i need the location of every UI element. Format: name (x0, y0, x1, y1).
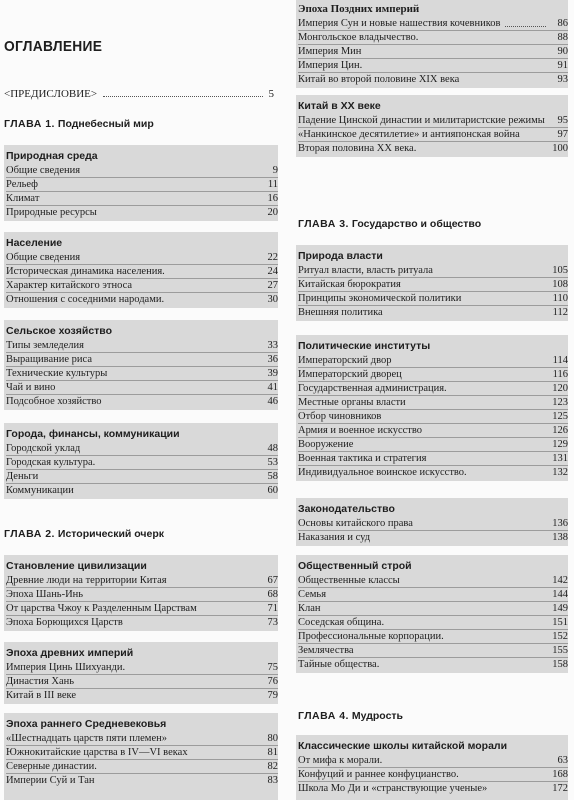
toc-entry[interactable]: Рельеф 11 (6, 179, 278, 190)
toc-entry[interactable]: Империя Цин. 91 (298, 60, 568, 71)
toc-entry[interactable]: Характер китайского этноса 27 (6, 280, 278, 291)
toc-entry[interactable]: Выращивание риса 36 (6, 354, 278, 365)
section-classical-schools (296, 735, 568, 800)
toc-entry[interactable]: Падение Цинской династии и милитаристские режимы 95 (298, 115, 568, 126)
toc-entry[interactable]: Землячества 155 (298, 645, 568, 656)
section-heading: Становление цивилизации (6, 560, 147, 572)
toc-entry[interactable]: Империя Мин 90 (298, 46, 568, 57)
toc-entry[interactable]: Типы земледелия 33 (6, 340, 278, 351)
toc-entry[interactable]: Историческая динамика населения. 24 (6, 266, 278, 277)
toc-entry[interactable]: Конфуций и раннее конфуцианство. 168 (298, 769, 568, 780)
section-legislation (296, 498, 568, 546)
toc-entry[interactable]: Местные органы власти 123 (298, 397, 568, 408)
toc-entry[interactable]: Вторая половина XX века. 100 (298, 143, 568, 154)
toc-entry[interactable]: Природные ресурсы 20 (6, 207, 278, 218)
toc-entry[interactable]: Городской уклад 48 (6, 443, 278, 454)
toc-entry[interactable]: Основы китайского права 136 (298, 518, 568, 529)
toc-entry[interactable]: «Шестнадцать царств пяти племен» 80 (6, 733, 278, 744)
toc-entry[interactable]: Отношения с соседними народами. 30 (6, 294, 278, 305)
toc-entry[interactable]: Деньги 58 (6, 471, 278, 482)
section-population (4, 232, 278, 308)
section-heading: Общественный строй (298, 560, 412, 572)
toc-entry[interactable]: Китайская бюрократия 108 (298, 279, 568, 290)
toc-entry[interactable]: Индивидуальное воинское искусство. 132 (298, 467, 568, 478)
section-heading: Законодательство (298, 503, 395, 515)
section-heading: Политические институты (298, 340, 431, 352)
section-social-structure (296, 555, 568, 673)
page-title: ОГЛАВЛЕНИЕ (4, 38, 103, 55)
toc-entry[interactable]: Военная тактика и стратегия 131 (298, 453, 568, 464)
section-early-middle-ages (4, 713, 278, 800)
section-nature-of-power (296, 245, 568, 321)
toc-entry[interactable]: Северные династии. 82 (6, 761, 278, 772)
section-late-empires (296, 0, 568, 88)
section-heading: Сельское хозяйство (6, 325, 113, 337)
section-nature (4, 145, 278, 221)
toc-entry[interactable]: От царства Чжоу к Разделенным Царствам 71 (6, 603, 278, 614)
toc-entry[interactable]: Императорский двор 114 (298, 355, 568, 366)
section-heading: Природная среда (6, 150, 98, 162)
section-heading: Города, финансы, коммуникации (6, 428, 180, 440)
toc-entry[interactable]: Чай и вино 41 (6, 382, 278, 393)
toc-entry[interactable]: Империи Суй и Тан 83 (6, 775, 278, 786)
toc-entry[interactable]: Принципы экономической политики 110 (298, 293, 568, 304)
chapter-4-heading: ГЛАВА 4. Мудрость (298, 710, 404, 722)
chapter-1-heading: ГЛАВА 1. Поднебесный мир (4, 118, 154, 130)
section-20th-century (296, 95, 568, 157)
toc-entry[interactable]: Императорский дворец 116 (298, 369, 568, 380)
preface-entry[interactable] (4, 88, 274, 100)
toc-entry[interactable]: Наказания и суд 138 (298, 532, 568, 543)
toc-entry[interactable]: Школа Мо Ди и «странствующие ученые» 172 (298, 783, 568, 794)
dot-leader (103, 96, 262, 97)
toc-entry[interactable]: Династия Хань 76 (6, 676, 278, 687)
toc-entry[interactable]: Общие сведения 9 (6, 165, 278, 176)
toc-entry[interactable]: Китай в III веке 79 (6, 690, 278, 701)
toc-entry[interactable]: Общие сведения 22 (6, 252, 278, 263)
section-civilization (4, 555, 278, 631)
toc-entry[interactable]: Технические культуры 39 (6, 368, 278, 379)
toc-entry[interactable]: Эпоха Шань-Инь 68 (6, 589, 278, 600)
section-heading: Эпоха раннего Средневековья (6, 718, 167, 730)
toc-entry[interactable]: Общественные классы 142 (298, 575, 568, 586)
preface-page: 5 (268, 88, 274, 100)
toc-entry[interactable]: Империя Цинь Шихуанди. 75 (6, 662, 278, 673)
toc-entry[interactable]: Соседская община. 151 (298, 617, 568, 628)
section-heading: Китай в XX веке (298, 100, 381, 112)
section-heading: Природа власти (298, 250, 383, 262)
toc-entry[interactable]: Городская культура. 53 (6, 457, 278, 468)
preface-label: <ПРЕДИСЛОВИЕ> (4, 88, 98, 100)
toc-entry[interactable]: Монгольское владычество. 88 (298, 32, 568, 43)
toc-entry[interactable]: Империя Сун и новые нашествия кочевников 86 (298, 18, 568, 29)
toc-entry[interactable]: Древние люди на территории Китая 67 (6, 575, 278, 586)
section-agriculture (4, 320, 278, 410)
section-heading: Эпоха древних империй (6, 647, 134, 659)
chapter-2-heading: ГЛАВА 2. Исторический очерк (4, 528, 165, 540)
toc-entry[interactable]: Вооружение 129 (298, 439, 568, 450)
section-heading: Эпоха Поздних империй (298, 3, 420, 15)
section-ancient-empires (4, 642, 278, 704)
section-heading: Классические школы китайской морали (298, 740, 508, 752)
toc-entry[interactable]: Ритуал власти, власть ритуала 105 (298, 265, 568, 276)
toc-entry[interactable]: Профессиональные корпорации. 152 (298, 631, 568, 642)
toc-entry[interactable]: Китай во второй половине XIX века 93 (298, 74, 568, 85)
toc-entry[interactable]: Коммуникации 60 (6, 485, 278, 496)
dot-leader (505, 17, 546, 27)
toc-entry[interactable]: Тайные общества. 158 (298, 659, 568, 670)
toc-entry[interactable]: Клан 149 (298, 603, 568, 614)
section-heading: Население (6, 237, 63, 249)
toc-entry[interactable]: Южнокитайские царства в IV—VI веках 81 (6, 747, 278, 758)
section-cities (4, 423, 278, 499)
toc-entry[interactable]: Семья 144 (298, 589, 568, 600)
toc-entry[interactable]: От мифа к морали. 63 (298, 755, 568, 766)
section-political-institutions (296, 335, 568, 481)
toc-entry[interactable]: Эпоха Борющихся Царств 73 (6, 617, 278, 628)
toc-entry[interactable]: Подсобное хозяйство 46 (6, 396, 278, 407)
toc-entry[interactable]: Климат 16 (6, 193, 278, 204)
chapter-3-heading: ГЛАВА 3. Государство и общество (298, 218, 482, 230)
toc-entry[interactable]: Отбор чиновников 125 (298, 411, 568, 422)
toc-entry[interactable]: Государственная администрация. 120 (298, 383, 568, 394)
toc-entry[interactable]: Армия и военное искусство 126 (298, 425, 568, 436)
toc-entry[interactable]: Внешняя политика 112 (298, 307, 568, 318)
toc-entry[interactable]: «Нанкинское десятилетие» и антияпонская война 97 (298, 129, 568, 140)
